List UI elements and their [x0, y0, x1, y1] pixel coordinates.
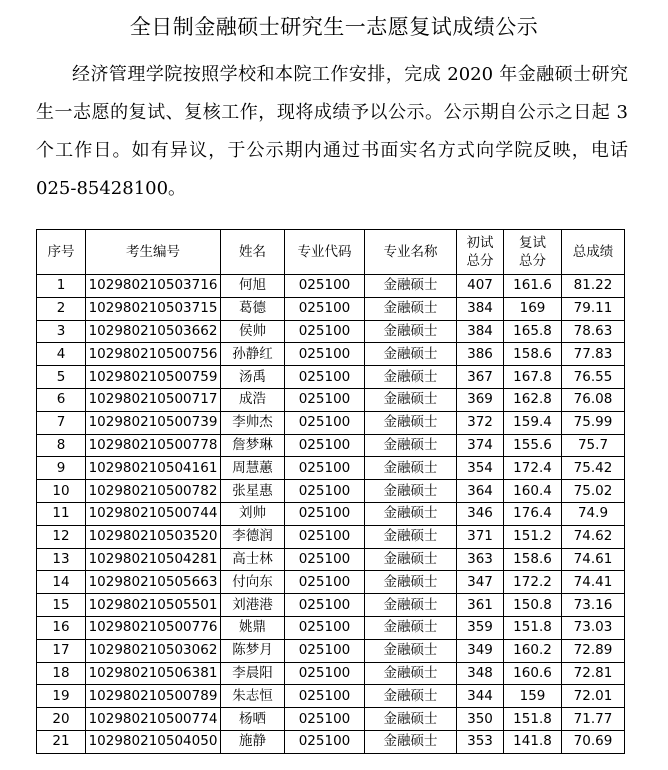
- cell-total-score: 79.11: [562, 297, 625, 320]
- cell-major-name: 金融硕士: [365, 548, 457, 571]
- cell-major-code: 025100: [285, 297, 365, 320]
- table-row: [37, 320, 625, 343]
- cell-exam-id: 102980210503520: [86, 525, 221, 548]
- cell-major-name: 金融硕士: [365, 457, 457, 480]
- cell-total-score: 78.63: [562, 320, 625, 343]
- cell-name: 成浩: [221, 388, 285, 411]
- table-row: [37, 525, 625, 548]
- cell-total-score: 74.62: [562, 525, 625, 548]
- cell-seq: 21: [37, 730, 86, 753]
- cell-name: 高士林: [221, 548, 285, 571]
- cell-exam-id: 102980210506381: [86, 662, 221, 685]
- cell-initial-score: 347: [457, 571, 504, 594]
- cell-retest-score: 141.8: [504, 730, 562, 753]
- cell-seq: 20: [37, 708, 86, 731]
- cell-exam-id: 102980210500778: [86, 434, 221, 457]
- cell-exam-id: 102980210500759: [86, 366, 221, 389]
- cell-seq: 9: [37, 457, 86, 480]
- document-title: 全日制金融硕士研究生一志愿复试成绩公示: [129, 15, 539, 39]
- cell-initial-score: 371: [457, 525, 504, 548]
- cell-seq: 2: [37, 297, 86, 320]
- cell-exam-id: 102980210500756: [86, 343, 221, 366]
- cell-exam-id: 102980210505663: [86, 571, 221, 594]
- cell-total-score: 74.9: [562, 502, 625, 525]
- table-row: [37, 730, 625, 753]
- cell-retest-score: 176.4: [504, 502, 562, 525]
- header-retest-score-line2: 总分: [519, 253, 546, 269]
- cell-seq: 12: [37, 525, 86, 548]
- cell-major-code: 025100: [285, 343, 365, 366]
- cell-major-name: 金融硕士: [365, 434, 457, 457]
- cell-exam-id: 102980210500739: [86, 411, 221, 434]
- cell-major-code: 025100: [285, 502, 365, 525]
- cell-seq: 10: [37, 480, 86, 503]
- cell-initial-score: 361: [457, 594, 504, 617]
- cell-retest-score: 158.6: [504, 343, 562, 366]
- cell-major-code: 025100: [285, 730, 365, 753]
- table-row: [37, 502, 625, 525]
- cell-initial-score: 372: [457, 411, 504, 434]
- cell-initial-score: 349: [457, 639, 504, 662]
- cell-name: 周慧蕙: [221, 457, 285, 480]
- cell-name: 刘帅: [221, 502, 285, 525]
- cell-major-code: 025100: [285, 548, 365, 571]
- cell-major-code: 025100: [285, 320, 365, 343]
- table-row: [37, 411, 625, 434]
- header-retest-score-line1: 复试: [519, 235, 546, 251]
- cell-major-name: 金融硕士: [365, 571, 457, 594]
- cell-seq: 17: [37, 639, 86, 662]
- cell-exam-id: 102980210500776: [86, 616, 221, 639]
- cell-total-score: 81.22: [562, 275, 625, 298]
- cell-total-score: 71.77: [562, 708, 625, 731]
- cell-exam-id: 102980210500717: [86, 388, 221, 411]
- cell-major-name: 金融硕士: [365, 388, 457, 411]
- table-row: [37, 685, 625, 708]
- cell-total-score: 72.89: [562, 639, 625, 662]
- cell-major-code: 025100: [285, 662, 365, 685]
- cell-name: 汤禹: [221, 366, 285, 389]
- cell-initial-score: 346: [457, 502, 504, 525]
- cell-retest-score: 160.2: [504, 639, 562, 662]
- cell-initial-score: 350: [457, 708, 504, 731]
- cell-name: 杨哂: [221, 708, 285, 731]
- cell-exam-id: 102980210500744: [86, 502, 221, 525]
- cell-name: 葛德: [221, 297, 285, 320]
- cell-retest-score: 159: [504, 685, 562, 708]
- cell-seq: 5: [37, 366, 86, 389]
- cell-major-name: 金融硕士: [365, 366, 457, 389]
- cell-initial-score: 354: [457, 457, 504, 480]
- cell-major-name: 金融硕士: [365, 411, 457, 434]
- table-row: [37, 708, 625, 731]
- table-row: [37, 366, 625, 389]
- cell-total-score: 72.01: [562, 685, 625, 708]
- cell-major-name: 金融硕士: [365, 480, 457, 503]
- table-row: [37, 457, 625, 480]
- header-seq: 序号: [37, 230, 86, 275]
- cell-retest-score: 151.2: [504, 525, 562, 548]
- header-major-name: 专业名称: [365, 230, 457, 275]
- cell-name: 姚鼎: [221, 616, 285, 639]
- cell-seq: 3: [37, 320, 86, 343]
- cell-initial-score: 386: [457, 343, 504, 366]
- table-row: [37, 616, 625, 639]
- cell-retest-score: 158.6: [504, 548, 562, 571]
- cell-exam-id: 102980210503062: [86, 639, 221, 662]
- cell-retest-score: 172.4: [504, 457, 562, 480]
- cell-major-code: 025100: [285, 616, 365, 639]
- cell-major-name: 金融硕士: [365, 297, 457, 320]
- header-initial-score: [457, 230, 504, 275]
- cell-initial-score: 348: [457, 662, 504, 685]
- cell-seq: 6: [37, 388, 86, 411]
- cell-name: 施静: [221, 730, 285, 753]
- cell-exam-id: 102980210500789: [86, 685, 221, 708]
- cell-retest-score: 165.8: [504, 320, 562, 343]
- cell-major-name: 金融硕士: [365, 662, 457, 685]
- cell-major-code: 025100: [285, 639, 365, 662]
- cell-major-name: 金融硕士: [365, 343, 457, 366]
- cell-major-code: 025100: [285, 434, 365, 457]
- cell-total-score: 75.7: [562, 434, 625, 457]
- cell-initial-score: 384: [457, 297, 504, 320]
- cell-major-name: 金融硕士: [365, 639, 457, 662]
- cell-seq: 4: [37, 343, 86, 366]
- cell-retest-score: 155.6: [504, 434, 562, 457]
- table-row: [37, 639, 625, 662]
- cell-major-name: 金融硕士: [365, 320, 457, 343]
- cell-name: 付向东: [221, 571, 285, 594]
- scores-table: [36, 229, 625, 754]
- cell-initial-score: 407: [457, 275, 504, 298]
- cell-initial-score: 363: [457, 548, 504, 571]
- header-name: 姓名: [221, 230, 285, 275]
- cell-seq: 18: [37, 662, 86, 685]
- cell-total-score: 77.83: [562, 343, 625, 366]
- cell-major-name: 金融硕士: [365, 275, 457, 298]
- cell-total-score: 72.81: [562, 662, 625, 685]
- cell-seq: 16: [37, 616, 86, 639]
- table-row: [37, 662, 625, 685]
- cell-initial-score: 374: [457, 434, 504, 457]
- cell-major-name: 金融硕士: [365, 730, 457, 753]
- cell-name: 刘港港: [221, 594, 285, 617]
- cell-name: 陈梦月: [221, 639, 285, 662]
- header-major-code: 专业代码: [285, 230, 365, 275]
- table-row: [37, 297, 625, 320]
- header-total-score: 总成绩: [562, 230, 625, 275]
- table-row: [37, 434, 625, 457]
- cell-exam-id: 102980210504161: [86, 457, 221, 480]
- cell-major-name: 金融硕士: [365, 708, 457, 731]
- cell-name: 李晨阳: [221, 662, 285, 685]
- cell-exam-id: 102980210503716: [86, 275, 221, 298]
- cell-major-name: 金融硕士: [365, 685, 457, 708]
- cell-retest-score: 167.8: [504, 366, 562, 389]
- cell-seq: 8: [37, 434, 86, 457]
- header-retest-score: [504, 230, 562, 275]
- cell-name: 朱志恒: [221, 685, 285, 708]
- cell-major-code: 025100: [285, 411, 365, 434]
- table-row: [37, 571, 625, 594]
- cell-exam-id: 102980210503662: [86, 320, 221, 343]
- cell-name: 侯帅: [221, 320, 285, 343]
- cell-initial-score: 384: [457, 320, 504, 343]
- table-row: [37, 548, 625, 571]
- cell-major-code: 025100: [285, 708, 365, 731]
- cell-retest-score: 162.8: [504, 388, 562, 411]
- cell-total-score: 75.42: [562, 457, 625, 480]
- cell-exam-id: 102980210500774: [86, 708, 221, 731]
- cell-exam-id: 102980210504050: [86, 730, 221, 753]
- cell-name: 詹梦琳: [221, 434, 285, 457]
- cell-retest-score: 172.2: [504, 571, 562, 594]
- cell-major-name: 金融硕士: [365, 616, 457, 639]
- cell-initial-score: 359: [457, 616, 504, 639]
- cell-major-code: 025100: [285, 685, 365, 708]
- cell-retest-score: 161.6: [504, 275, 562, 298]
- cell-initial-score: 344: [457, 685, 504, 708]
- cell-major-code: 025100: [285, 366, 365, 389]
- cell-retest-score: 160.6: [504, 662, 562, 685]
- cell-exam-id: 102980210500782: [86, 480, 221, 503]
- cell-major-code: 025100: [285, 594, 365, 617]
- cell-total-score: 73.16: [562, 594, 625, 617]
- cell-total-score: 75.99: [562, 411, 625, 434]
- cell-major-name: 金融硕士: [365, 594, 457, 617]
- cell-initial-score: 353: [457, 730, 504, 753]
- cell-seq: 14: [37, 571, 86, 594]
- cell-total-score: 73.03: [562, 616, 625, 639]
- cell-total-score: 76.08: [562, 388, 625, 411]
- cell-name: 何旭: [221, 275, 285, 298]
- cell-major-code: 025100: [285, 571, 365, 594]
- cell-major-code: 025100: [285, 525, 365, 548]
- cell-major-name: 金融硕士: [365, 525, 457, 548]
- cell-retest-score: 160.4: [504, 480, 562, 503]
- cell-name: 孙静红: [221, 343, 285, 366]
- cell-major-code: 025100: [285, 275, 365, 298]
- cell-exam-id: 102980210505501: [86, 594, 221, 617]
- table-body: [37, 275, 625, 754]
- cell-seq: 7: [37, 411, 86, 434]
- header-initial-score-line1: 初试: [466, 235, 494, 251]
- cell-total-score: 74.41: [562, 571, 625, 594]
- intro-paragraph: 经济管理学院按照学校和本院工作安排，完成 2020 年金融硕士研究生一志愿的复试、复核工作，现将成绩予以公示。公示期自公示之日起 3 个工作日。如有异议，于公示期内通过书面实名方式向学院反映，电话 025-85428100。: [36, 64, 628, 199]
- cell-name: 李帅杰: [221, 411, 285, 434]
- table-row: [37, 594, 625, 617]
- cell-major-code: 025100: [285, 457, 365, 480]
- cell-total-score: 76.55: [562, 366, 625, 389]
- table-row: [37, 275, 625, 298]
- table-row: [37, 343, 625, 366]
- cell-retest-score: 151.8: [504, 616, 562, 639]
- cell-major-code: 025100: [285, 480, 365, 503]
- cell-exam-id: 102980210503715: [86, 297, 221, 320]
- cell-retest-score: 150.8: [504, 594, 562, 617]
- cell-seq: 19: [37, 685, 86, 708]
- cell-retest-score: 169: [504, 297, 562, 320]
- cell-name: 李德润: [221, 525, 285, 548]
- table-row: [37, 388, 625, 411]
- cell-name: 张星惠: [221, 480, 285, 503]
- cell-retest-score: 159.4: [504, 411, 562, 434]
- cell-total-score: 75.02: [562, 480, 625, 503]
- cell-seq: 11: [37, 502, 86, 525]
- cell-major-code: 025100: [285, 388, 365, 411]
- cell-initial-score: 364: [457, 480, 504, 503]
- cell-retest-score: 151.8: [504, 708, 562, 731]
- header-initial-score-line2: 总分: [466, 253, 494, 269]
- cell-seq: 13: [37, 548, 86, 571]
- cell-initial-score: 367: [457, 366, 504, 389]
- cell-total-score: 70.69: [562, 730, 625, 753]
- cell-total-score: 74.61: [562, 548, 625, 571]
- cell-initial-score: 369: [457, 388, 504, 411]
- cell-seq: 15: [37, 594, 86, 617]
- table-row: [37, 480, 625, 503]
- header-exam-id: 考生编号: [86, 230, 221, 275]
- cell-seq: 1: [37, 275, 86, 298]
- cell-exam-id: 102980210504281: [86, 548, 221, 571]
- cell-major-name: 金融硕士: [365, 502, 457, 525]
- table-header-row: [37, 230, 625, 275]
